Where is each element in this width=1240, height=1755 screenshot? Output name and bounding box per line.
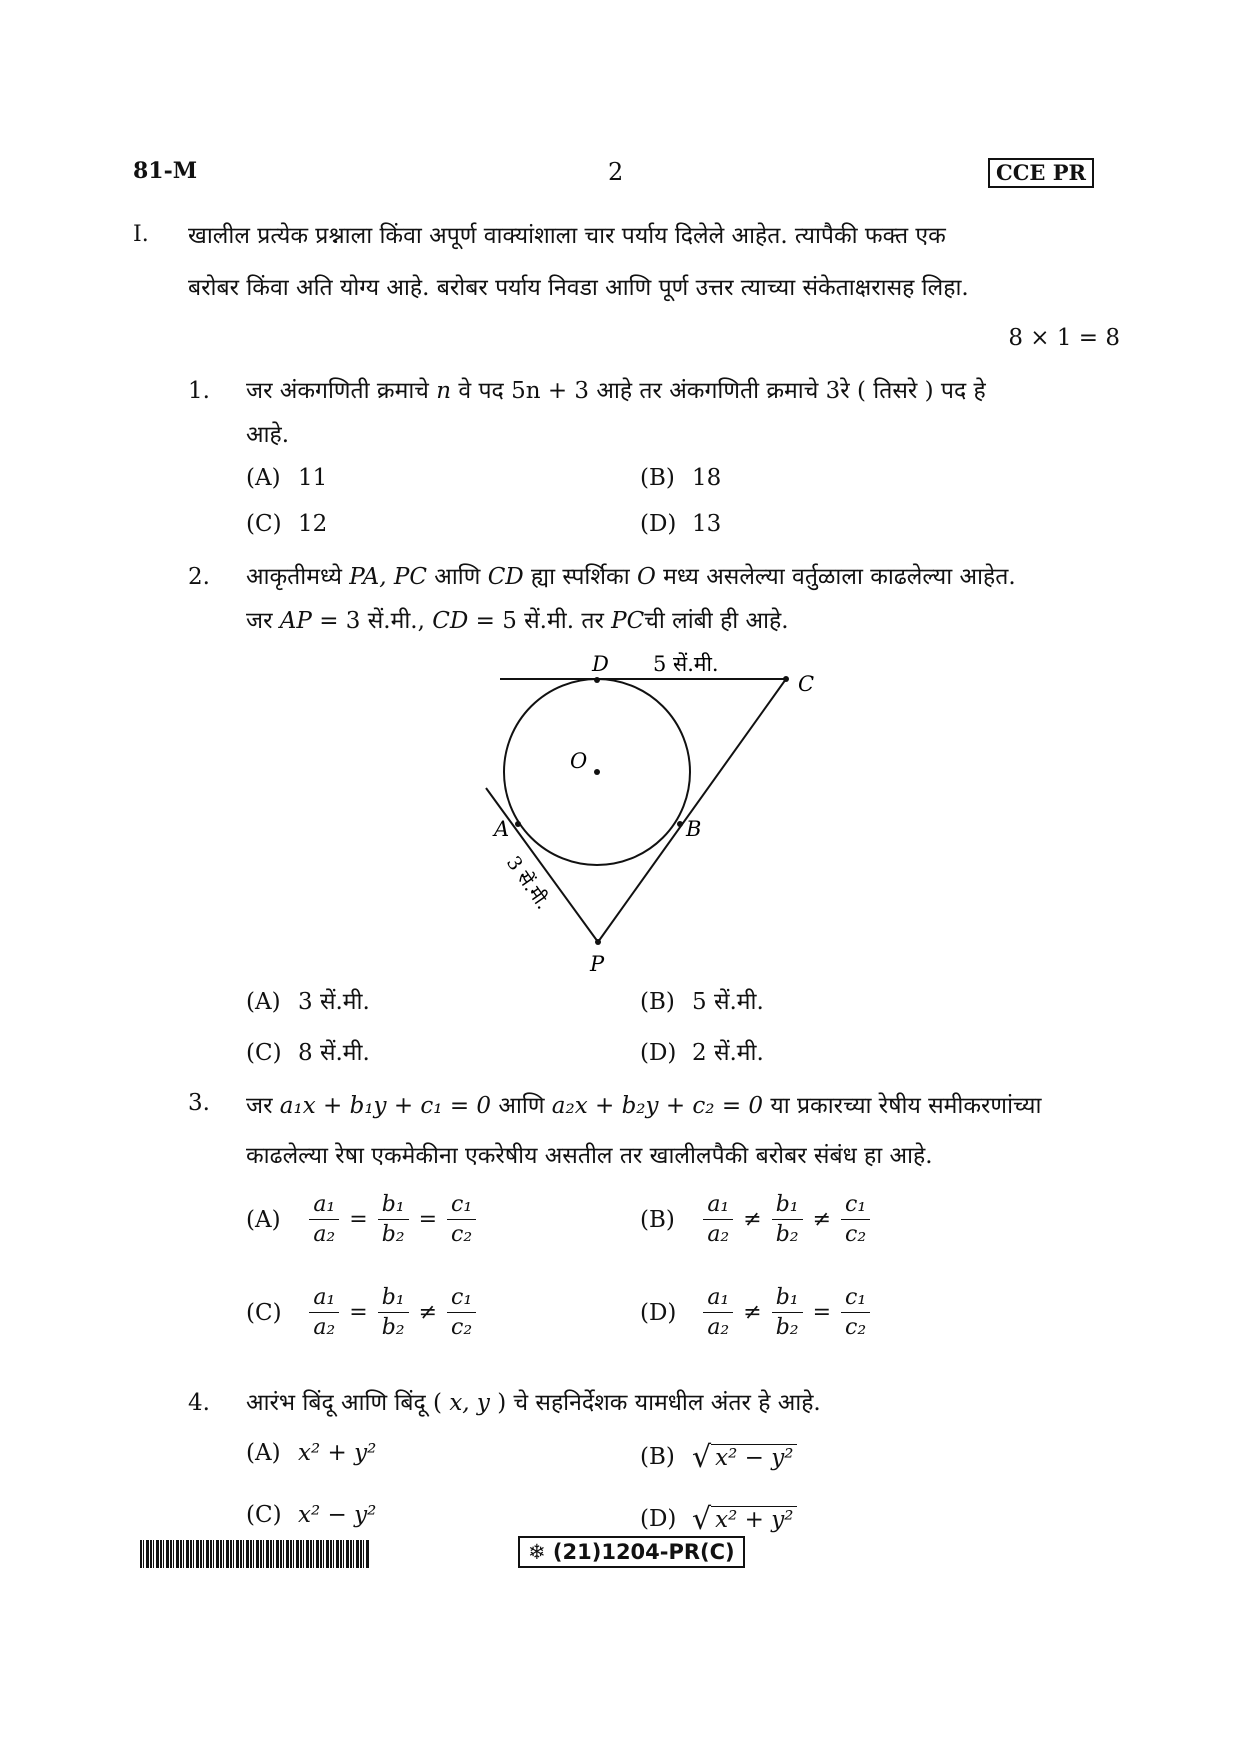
q3-option-d[interactable]: (D) $\frac{\text{a₁}}{\text{a₂}}$ ≠ $\frac{\text{b₁}}{\text{b₂}}$ = $\frac{\text{c₁}}{\text{c₂}}$ [640,1285,874,1340]
q1-option-d[interactable]: (D) 13 [640,511,722,537]
q1-text-a: जर अंकगणिती क्रमाचे [246,378,429,404]
label-c: C [798,672,815,696]
tangent-circle-figure [470,640,850,980]
q4-option-d[interactable]: (D) √ x² + y² [640,1502,797,1537]
label-a: A [494,817,510,841]
point-b [677,821,683,827]
q1-option-a[interactable]: (A) 11 [246,465,328,491]
q1-option-b[interactable]: (B) 18 [640,465,722,491]
label-b: B [686,817,702,841]
q2-text: आकृतीमध्ये PA, PC आणि CD ह्या स्पर्शिका O मध्य असलेल्या वर्तुळाला काढलेल्या आहेत. जर AP = 3 सें.मी., CD = 5 सें.मी. तर PCची लांबी ही आहे. [246,564,1016,634]
q3-equation-1: a₁x + b₁y + c₁ = 0 [279,1093,492,1119]
label-o: O [570,749,588,773]
q2-option-b[interactable]: (B) 5 सें.मी. [640,989,764,1015]
point-c [783,676,789,682]
q1-text-c: आहे तर अंकगणिती क्रमाचे 3रे ( तिसरे ) पद हे [596,378,986,404]
point-d [594,677,600,683]
label-len-ap: 3 सें.मी. [501,852,554,914]
exam-type-box: CCE PR [988,158,1094,188]
instructions-line-1: खालील प्रत्येक प्रश्नाला किंवा अपूर्ण वाक्यांशाला चार पर्याय दिलेले आहेत. त्यापैकी फक्त एक [188,223,946,249]
q3-option-c[interactable]: (C) $\frac{\text{a₁}}{\text{a₂}}$ = $\frac{\text{b₁}}{\text{b₂}}$ ≠ $\frac{\text{c₁}}{\text{c₂}}$ [246,1285,480,1340]
label-p: P [590,952,605,976]
q3-text: जर a₁x + b₁y + c₁ = 0 आणि a₂x + b₂y + c₂ = 0 या प्रकारच्या रेषीय समीकरणांच्या काढलेल्या रेषा एकमेकीना एकरेषीय असतील तर खालीलपैकी बरोबर संबंध हा आहे. [246,1093,1042,1169]
q4-text: आरंभ बिंदू आणि बिंदू ( x, y ) चे सहनिर्देशक यामधील अंतर हे आहे. [246,1390,821,1416]
q3-option-b[interactable]: (B) $\frac{\text{a₁}}{\text{a₂}}$ ≠ $\frac{\text{b₁}}{\text{b₂}}$ ≠ $\frac{\text{c₁}}{\text{c₂}}$ [640,1192,874,1247]
q2-option-a[interactable]: (A) 3 सें.मी. [246,989,370,1015]
label-d: D [592,652,609,676]
label-len-dc: 5 सें.मी. [653,652,719,676]
q1-option-c[interactable]: (C) 12 [246,511,328,537]
q4-option-a[interactable]: (A) x² + y² [246,1440,377,1466]
q1-expr: 5n + 3 [511,378,590,404]
q1-number: 1. [188,378,210,404]
q4-option-b[interactable]: (B) √ x² − y² [640,1440,797,1475]
q2-option-c[interactable]: (C) 8 सें.मी. [246,1040,370,1066]
page-number: 2 [608,158,624,186]
q2-option-d[interactable]: (D) 2 सें.मी. [640,1040,764,1066]
q2-number: 2. [188,564,210,590]
point-a [515,821,521,827]
q4-number: 4. [188,1390,210,1416]
barcode [140,1540,370,1568]
sqrt-icon: √ [692,1502,712,1537]
sqrt-icon: √ [692,1440,712,1475]
tangent-line-pc [598,679,786,942]
q1-n: n [436,378,452,404]
q4-option-c[interactable]: (C) x² − y² [246,1502,377,1528]
q1-text [246,369,1118,457]
instructions-line-2: बरोबर किंवा अति योग्य आहे. बरोबर पर्याय निवडा आणि पूर्ण उत्तर त्याच्या संकेताक्षरासह लिहा. [188,275,969,301]
footer-paper-code: ❄ (21)1204-PR(C) [518,1536,745,1568]
paper-code: 81-M [133,158,198,184]
point-p [595,939,601,945]
q3-number: 3. [188,1090,210,1116]
q1-text-d: आहे. [246,422,290,448]
q3-option-a[interactable]: (A) $\frac{\text{a₁}}{\text{a₂}}$ = $\frac{\text{b₁}}{\text{b₂}}$ = $\frac{\text{c₁}}{\text{c₂}}$ [246,1192,480,1247]
section-marks: 8 × 1 = 8 [1008,325,1120,351]
section-number: I. [133,222,149,247]
q1-text-b: वे पद [458,378,504,404]
center-point [594,769,600,775]
q3-equation-2: a₂x + b₂y + c₂ = 0 [551,1093,764,1119]
